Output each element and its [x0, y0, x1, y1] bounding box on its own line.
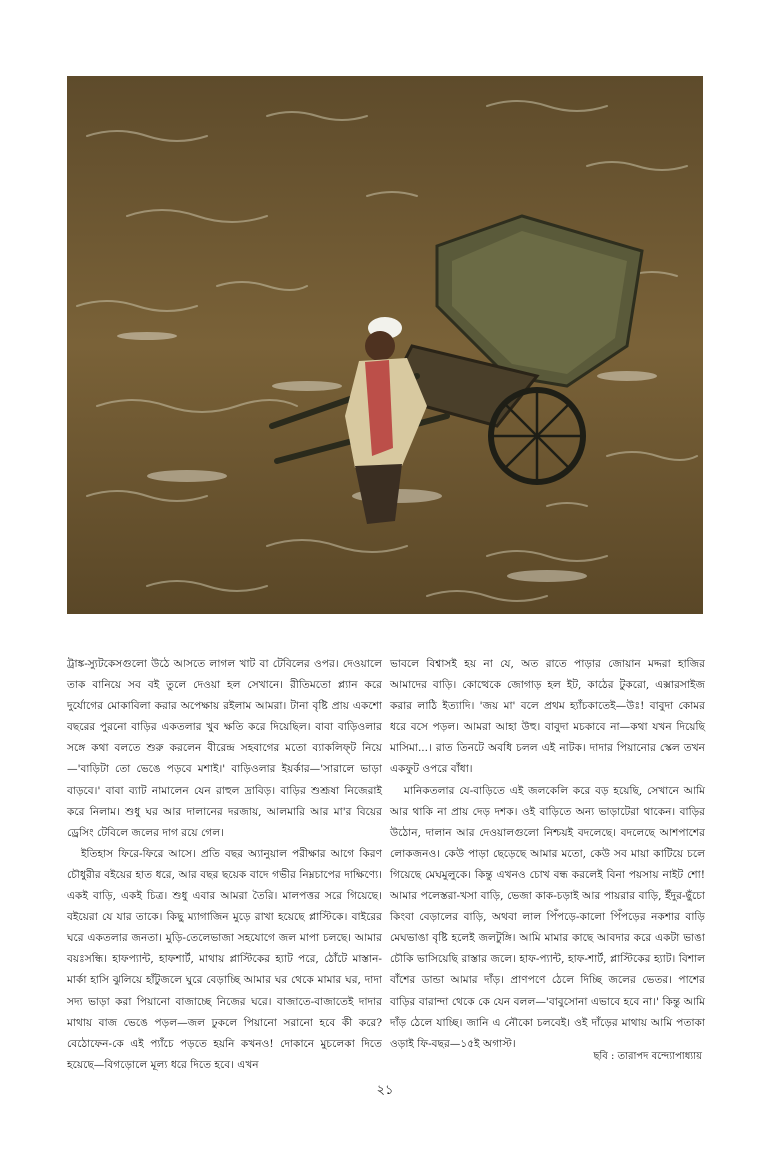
- right-paragraph-2: মানিকতলার যে-বাড়িতে এই জলকেলি করে বড় হয়েছি, সেখানে আমি আর থাকি না প্রায় দেড় দশক। ওই বাড়িতে অন্য ভাড়াটেরা থাকেন। বাড়ির উঠোন, দালান আর দেওয়ালগুলো নিশ্চয়ই বদলেছে। বদলেছে আশপাশের লোকজনও। কেউ পাড়া ছেড়েছে আমার মতো, কেউ সব মায়া কাটিয়ে চলে গিয়েছে মেঘমুলুকে। কিন্তু এখনও চোখ বন্ধ করলেই বিনা পয়সায় নাইট শো! আমার পলেস্তরা-খসা বাড়ি, ভেজা কাক-চড়াই আর পায়রার বাড়ি, ইঁদুর-ছুঁচো কিংবা বেড়ালের বাড়ি, অথবা লাল পিঁপড়ে-কালো পিঁপড়ের নকশার বাড়ি মেঘভাঙা বৃষ্টি হলেই জলটুঙ্গি। আমি মামার কাছে আবদার করে একটা ভাঙা চৌকি ভাসিয়েছি রাস্তার জলে। হাফ-প্যান্ট, হাফ-শার্ট, প্লাস্টিকের হ্যাট। বিশাল বাঁশের ডান্ডা আমার দাঁড়। প্রাণপণে ঠেলে দিচ্ছি জলের ভেতর। পাশের বাড়ির বারান্দা থেকে কে যেন বলল—'বাবুসোনা এভাবে হবে না।' কিন্তু আমি দাঁড় ঠেলে যাচ্ছি। জানি এ নৌকো চলবেই। ওই দাঁড়ের মাথায় আমি পতাকা ওড়াই ফি-বছর—১৫ই অগাস্ট।: [390, 784, 705, 1050]
- left-paragraph-1: ট্রাঙ্ক-স্যুটকেসগুলো উঠে আসতে লাগল খাট বা টেবিলের ওপর। দেওয়ালে তাক বানিয়ে সব বই তুলে দেওয়া হল সেখানে। রীতিমতো প্ল্যান করে দুর্যোগের মোকাবিলা করার অপেক্ষায় রইলাম আমরা। টানা বৃষ্টি প্রায় একশো বছরের পুরনো বাড়ির একতলার খুব ক্ষতি করে দিয়েছিল। বাবা বাড়িওলার সঙ্গে কথা বলতে শুরু করলেন বীরেন্দ্র সহবাগের মতো ব্যাকলিফ্‌ট নিয়ে—'বাড়িটা তো ভেঙে পড়বে মশাই।' বাড়িওলার ইয়র্কার—'সারালে ভাড়া বাড়বে।' বাবা ব্যাট নামালেন যেন রাহুল দ্রাবিড়। বাড়ির শুশ্রূষা নিজেরাই করে নিলাম। শুধু ঘর আর দালানের দরজায়, আলমারি আর মা'র বিয়ের ড্রেসিং টেবিলে জলের দাগ রয়ে গেল।: [67, 658, 382, 839]
- photo-credit: ছবি : তারাপদ বন্দ্যোপাধ্যায়: [593, 1051, 702, 1062]
- page-number: ২১: [376, 1083, 394, 1098]
- left-text-column: [67, 654, 382, 1076]
- right-text-column: [390, 654, 705, 1055]
- rickshaw-illustration: [67, 76, 703, 614]
- right-paragraph-1: ভাবলে বিশ্বাসই হয় না যে, অত রাতে পাড়ার জোয়ান মদ্দরা হাজির আমাদের বাড়ি। কোত্থেকে জোগাড় হল ইট, কাঠের টুকরো, এক্সারসাইজ করার লাঠি ইত্যাদি। 'জয় মা' বলে প্রথম হ্যাঁচকাতেই—উঃ! বাবুদা কোমর ধরে বসে পড়ল। আমরা আহা উহু। বাবুদা মচকাবে না—কথা যখন দিয়েছি মাসিমা...। রাত তিনটে অবধি চলল এই নাটক। দাদার পিয়ানোর স্কেল তখন একফুট ওপরে বাঁধা।: [390, 658, 705, 776]
- rickshaw-flood-photo: [67, 76, 703, 614]
- left-paragraph-2: ইতিহাস ফিরে-ফিরে আসে। প্রতি বছর অ্যানুয়াল পরীক্ষার আগে কিরণ চৌধুরীর বইয়ের হাত ধরে, আর বছর ছয়েক বাদে গভীর নিম্নচাপের দাক্ষিণ্যে। একই বাড়ি, একই চিত্র। শুধু এবার আমরা তৈরি। মালপত্তর সরে গিয়েছে। বইয়েরা যে যার তাকে। কিছু ম্যাগাজিন মুড়ে রাখা হয়েছে প্লাস্টিকে। বাইরের ঘরে একতলার জনতা। মুড়ি-তেলেভাজা সহযোগে জল মাপা চলছে। আমার বয়ঃসন্ধি। হাফপ্যান্ট, হাফশার্ট, মাথায় প্লাস্টিকের হ্যাট পরে, ঠোঁটে মাস্তান-মার্কা হাসি ঝুলিয়ে হাঁটুজলে ঘুরে বেড়াচ্ছি আমার ঘর থেকে মামার ঘর, দাদা সদ্য ভাড়া করা পিয়ানো বাজাচ্ছে নিজের ঘরে। বাজাতে-বাজাতেই দাদার মাথায় বাজ ভেঙে পড়ল—জল ঢুকলে পিয়ানো সরানো হবে কী করে? বেঠোফেন-কে এই প্যাঁচে পড়তে হয়নি কখনও! দোকানে মুচলেকা দিতে হয়েছে—বিগড়োলে মূল্য ধরে দিতে হবে। এখন: [67, 847, 382, 1071]
